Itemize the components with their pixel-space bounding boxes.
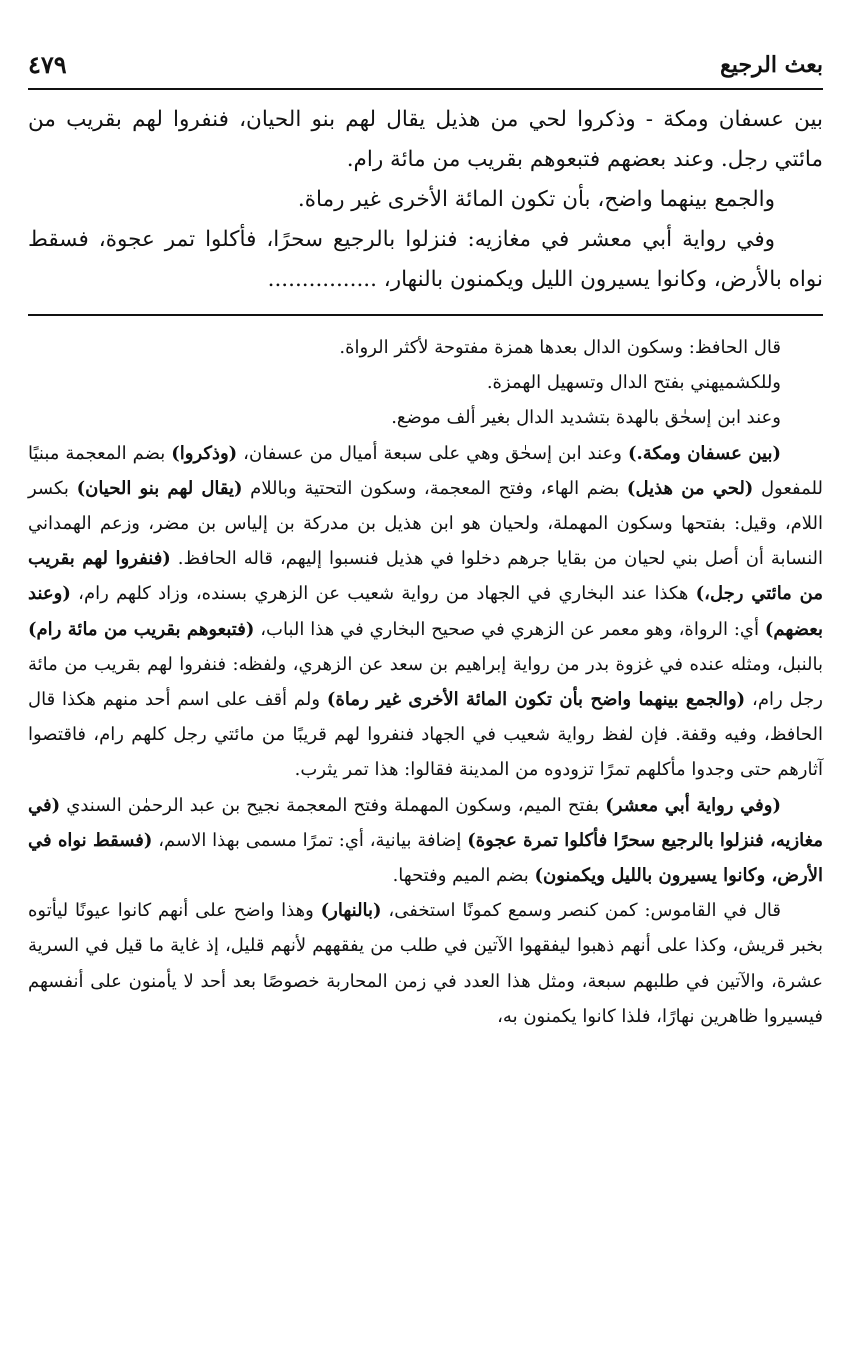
main-paragraph: بين عسفان ومكة - وذكروا لحي من هذيل يقال لهم بنو الحيان، فنفروا لهم بقريب من مائتي رجل. وعند بعضهم فتبعوهم بقريب من مائة رام. bbox=[28, 107, 823, 172]
quoted-phrase: (فنفروا لهم بقريب من مائتي رجل،) bbox=[28, 548, 823, 605]
commentary-paragraph: قال الحافظ: وسكون الدال بعدها همزة مفتوحة لأكثر الرواة. bbox=[339, 337, 781, 358]
main-paragraph: والجمع بينهما واضح، بأن تكون المائة الأخرى غير رماة. bbox=[297, 187, 775, 212]
quoted-phrase: (والجمع بينهما واضح بأن تكون المائة الأخرى غير رماة) bbox=[326, 689, 746, 711]
quoted-phrase: (بين عسفان ومكة.) bbox=[627, 442, 782, 464]
commentary-text: إضافة بيانية، أي: تمرًا مسمى بهذا الاسم، bbox=[152, 829, 468, 851]
quoted-phrase: (فسقط نواه في الأرض، وكانوا يسيرون بالليل ويكمنون) bbox=[28, 829, 823, 887]
page-number: ٤٧٩ bbox=[28, 50, 67, 79]
main-text bbox=[28, 100, 823, 300]
footnote-separator bbox=[28, 314, 823, 316]
page-header bbox=[28, 30, 823, 90]
commentary-text: بكسر اللام، وقيل: بفتحها وسكون المهملة، ولحيان هو ابن هذيل بن مدركة بن إلياس بن مضر، وزعم الهمداني النسابة أن أصل بني لحيان من بقايا جرهم دخلوا في هذيل فنسبوا إليهم، قاله الحافظ. bbox=[28, 477, 824, 570]
book-page bbox=[28, 30, 823, 1340]
commentary-paragraph: وعند ابن إسحٰق بالهدة بتشديد الدال بغير ألف موضع. bbox=[391, 407, 781, 429]
running-title: بعث الرجيع bbox=[720, 52, 823, 78]
commentary-text: وهذا واضح على أنهم كانوا عيونًا ليأتوه بخبر قريش، وكذا على أنهم ذهبوا ليفقهوا الآتين في طلب من يفقههم لأنهم قليل، إذ غاية ما قيل في السرية عشرة، والآتين في طلبهم سبعة، ومثل هذا العدد في زمن المحاربة خصوصًا بعد أحد لا يأمنون على أنفسهم فيسيروا ظاهرين نهارًا، فلذا كانوا يكمنون به، bbox=[28, 900, 823, 1027]
commentary bbox=[28, 330, 823, 1034]
commentary-text: أي: الرواة، وهو معمر عن الزهري في صحيح البخاري في هذا الباب، bbox=[254, 618, 765, 640]
commentary-text: وعند ابن إسحٰق وهي على سبعة أميال من عسفان، bbox=[237, 442, 628, 464]
commentary-text: بضم الميم وفتحها. bbox=[392, 865, 535, 887]
main-paragraph: وفي رواية أبي معشر في مغازيه: فنزلوا بالرجيع سحرًا، فأكلوا تمر عجوة، فسقط نواه بالأرض، وكانوا يسيرون الليل ويكمنون بالنهار، ................ bbox=[28, 227, 823, 292]
commentary-text: هكذا عند البخاري في الجهاد من رواية شعيب عن الزهري بسنده، وزاد كلهم رام، bbox=[70, 583, 696, 605]
commentary-text: بالنبل، ومثله عنده في غزوة بدر من رواية إبراهيم بن سعد عن الزهري، ولفظه: فنفروا لهم بقريب من مائة رجل رام، bbox=[28, 653, 823, 711]
commentary-text: بضم المعجمة مبنيًا للمفعول bbox=[28, 442, 823, 499]
commentary-text: قال في القاموس: كمن كنصر وسمع كمونًا استخفى، bbox=[381, 900, 781, 922]
quoted-phrase: (وذكروا) bbox=[171, 442, 238, 464]
commentary-text: بضم الهاء، وفتح المعجمة، وسكون التحتية وباللام bbox=[242, 477, 627, 499]
commentary-paragraph bbox=[28, 436, 823, 788]
commentary-paragraph: وللكشميهني بفتح الدال وتسهيل الهمزة. bbox=[486, 372, 781, 394]
quoted-phrase: (فتبعوهم بقريب من مائة رام) bbox=[28, 618, 255, 640]
quoted-phrase: (لحي من هذيل) bbox=[626, 477, 754, 499]
commentary-paragraph bbox=[28, 893, 823, 1034]
commentary-paragraph bbox=[28, 788, 823, 894]
quoted-phrase: (وعند بعضهم) bbox=[28, 583, 823, 640]
quoted-phrase: (يقال لهم بنو الحيان) bbox=[76, 477, 243, 499]
quoted-phrase: (في مغازيه، فنزلوا بالرجيع سحرًا فأكلوا تمرة عجوة) bbox=[28, 794, 823, 851]
quoted-phrase: (وفي رواية أبي معشر) bbox=[605, 794, 781, 816]
quoted-phrase: (بالنهار) bbox=[320, 900, 382, 922]
commentary-text: ولم أقف على اسم أحد منهم هكذا قال الحافظ، وفيه وقفة. فإن لفظ رواية شعيب في الجهاد فنفروا لهم قريبًا من مائتي رجل كلهم رام، فاقتصوا آثارهم حتى وجدوا مأكلهم تمرًا تزودوه من المدينة فقالوا: هذا تمر يثرب. bbox=[28, 689, 823, 781]
commentary-text: بفتح الميم، وسكون المهملة وفتح المعجمة نجيح بن عبد الرحمٰن السندي bbox=[60, 794, 606, 816]
